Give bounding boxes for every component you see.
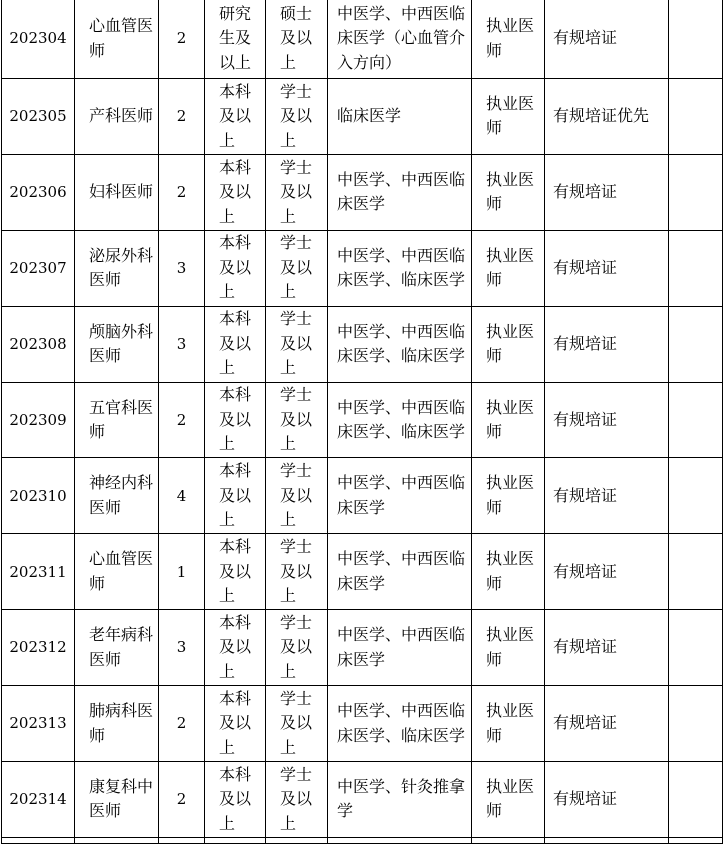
partial-cell [266,837,328,843]
position-code-cell: 202312 [2,610,75,686]
qualification-cell: 执业医师 [472,154,545,230]
note-cell: 有规培证 [545,610,669,686]
extra-cell [669,534,723,610]
note-cell: 有规培证优先 [545,79,669,155]
table-row [2,534,723,610]
partial-cell [75,837,159,843]
degree-cell: 学士及以上 [266,534,328,610]
position-code-cell: 202307 [2,230,75,306]
headcount-cell: 2 [159,762,205,838]
education-cell: 本科及以上 [205,686,266,762]
position-name-cell: 产科医师 [75,79,159,155]
position-name-cell: 康复科中医师 [75,762,159,838]
position-name-cell: 妇科医师 [75,154,159,230]
degree-cell: 学士及以上 [266,458,328,534]
partial-cell [159,837,205,843]
major-cell: 中医学、中西医临床医学、临床医学 [328,306,472,382]
position-code-cell: 202314 [2,762,75,838]
extra-cell [669,306,723,382]
extra-cell [669,230,723,306]
headcount-cell: 2 [159,79,205,155]
extra-cell [669,0,723,79]
position-name-cell: 五官科医师 [75,382,159,458]
position-code-cell: 202311 [2,534,75,610]
note-cell: 有规培证 [545,686,669,762]
table-row [2,230,723,306]
headcount-cell: 3 [159,610,205,686]
education-cell: 本科及以上 [205,230,266,306]
headcount-cell: 4 [159,458,205,534]
partial-cell [545,837,669,843]
note-cell: 有规培证 [545,762,669,838]
position-code-cell: 202306 [2,154,75,230]
headcount-cell: 2 [159,686,205,762]
table-row [2,762,723,838]
table-row [2,610,723,686]
extra-cell [669,686,723,762]
major-cell: 中医学、中西医临床医学 [328,610,472,686]
education-cell: 本科及以上 [205,154,266,230]
qualification-cell: 执业医师 [472,458,545,534]
degree-cell: 学士及以上 [266,306,328,382]
major-cell: 临床医学 [328,79,472,155]
degree-cell: 学士及以上 [266,610,328,686]
partial-cell [472,837,545,843]
education-cell: 本科及以上 [205,306,266,382]
extra-cell [669,154,723,230]
major-cell: 中医学、中西医临床医学 [328,458,472,534]
major-cell: 中医学、中西医临床医学、临床医学 [328,382,472,458]
qualification-cell: 执业医师 [472,306,545,382]
major-cell: 中医学、中西医临床医学、临床医学 [328,686,472,762]
table-row [2,154,723,230]
qualification-cell: 执业医师 [472,0,545,79]
degree-cell: 硕士及以上 [266,0,328,79]
education-cell: 本科及以上 [205,534,266,610]
major-cell: 中医学、中西医临床医学 [328,534,472,610]
degree-cell: 学士及以上 [266,382,328,458]
education-cell: 研究生及以上 [205,0,266,79]
education-cell: 本科及以上 [205,610,266,686]
qualification-cell: 执业医师 [472,610,545,686]
degree-cell: 学士及以上 [266,154,328,230]
qualification-cell: 执业医师 [472,230,545,306]
major-cell: 中医学、中西医临床医学、临床医学 [328,230,472,306]
table-row [2,382,723,458]
education-cell: 本科及以上 [205,382,266,458]
position-code-cell: 202313 [2,686,75,762]
table-row [2,0,723,79]
position-name-cell: 心血管医师 [75,0,159,79]
degree-cell: 学士及以上 [266,762,328,838]
note-cell: 有规培证 [545,306,669,382]
note-cell: 有规培证 [545,382,669,458]
partial-cell [328,837,472,843]
position-code-cell: 202309 [2,382,75,458]
position-name-cell: 心血管医师 [75,534,159,610]
education-cell: 本科及以上 [205,79,266,155]
headcount-cell: 3 [159,230,205,306]
extra-cell [669,79,723,155]
degree-cell: 学士及以上 [266,686,328,762]
note-cell: 有规培证 [545,458,669,534]
extra-cell [669,382,723,458]
table-row [2,79,723,155]
major-cell: 中医学、中西医临床医学 [328,154,472,230]
position-code-cell: 202304 [2,0,75,79]
table-row-partial [2,837,723,843]
headcount-cell: 2 [159,154,205,230]
extra-cell [669,762,723,838]
table-row [2,458,723,534]
position-code-cell: 202308 [2,306,75,382]
position-name-cell: 肺病科医师 [75,686,159,762]
major-cell: 中医学、针灸推拿学 [328,762,472,838]
position-name-cell: 神经内科医师 [75,458,159,534]
position-name-cell: 颅脑外科医师 [75,306,159,382]
table-row [2,306,723,382]
qualification-cell: 执业医师 [472,382,545,458]
headcount-cell: 2 [159,0,205,79]
extra-cell [669,458,723,534]
table-row [2,686,723,762]
degree-cell: 学士及以上 [266,79,328,155]
partial-cell [2,837,75,843]
headcount-cell: 1 [159,534,205,610]
major-cell: 中医学、中西医临床医学（心血管介入方向） [328,0,472,79]
note-cell: 有规培证 [545,154,669,230]
note-cell: 有规培证 [545,0,669,79]
position-name-cell: 老年病科医师 [75,610,159,686]
qualification-cell: 执业医师 [472,686,545,762]
headcount-cell: 2 [159,382,205,458]
partial-cell [205,837,266,843]
education-cell: 本科及以上 [205,458,266,534]
position-code-cell: 202305 [2,79,75,155]
extra-cell [669,610,723,686]
table-body [2,0,723,843]
note-cell: 有规培证 [545,534,669,610]
partial-cell [669,837,723,843]
qualification-cell: 执业医师 [472,762,545,838]
degree-cell: 学士及以上 [266,230,328,306]
position-name-cell: 泌尿外科医师 [75,230,159,306]
qualification-cell: 执业医师 [472,79,545,155]
position-code-cell: 202310 [2,458,75,534]
note-cell: 有规培证 [545,230,669,306]
education-cell: 本科及以上 [205,762,266,838]
headcount-cell: 3 [159,306,205,382]
recruitment-table [1,0,723,844]
qualification-cell: 执业医师 [472,534,545,610]
